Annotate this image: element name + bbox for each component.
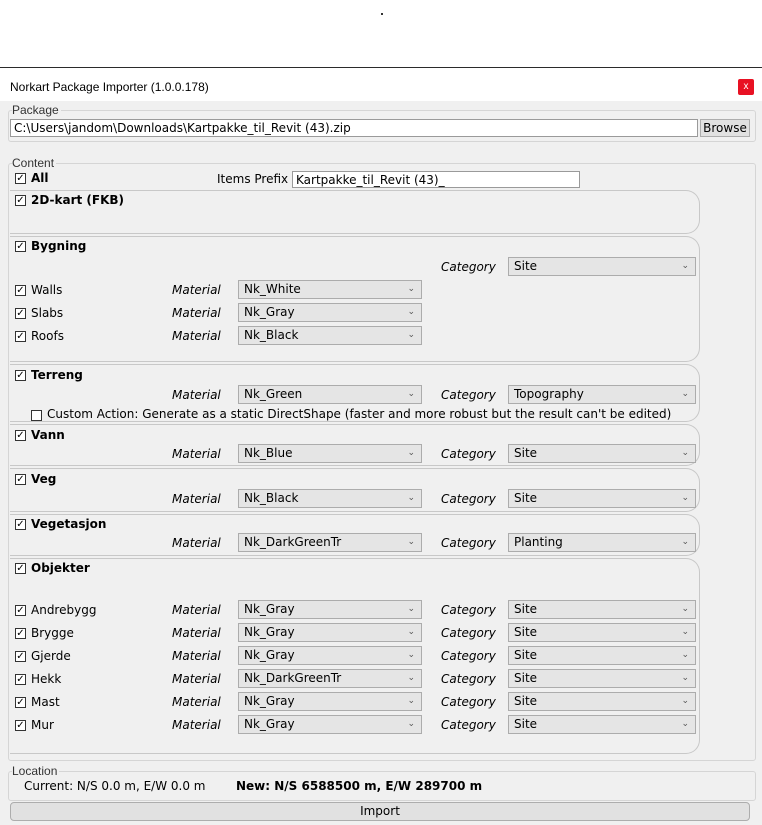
package-path-input[interactable]: C:\Users\jandom\Downloads\Kartpakke_til_Revit (43).zip xyxy=(10,119,698,137)
vegetasjon-material-select[interactable] xyxy=(238,533,422,552)
vann-category-label: Category xyxy=(441,447,496,461)
bygning-category-select[interactable] xyxy=(508,257,696,276)
gjerde-material-select[interactable] xyxy=(238,646,422,665)
vann-material-select[interactable] xyxy=(238,444,422,463)
chevron-down-icon: ⌄ xyxy=(407,493,415,503)
slabs-label: Slabs xyxy=(31,306,64,320)
chevron-down-icon: ⌄ xyxy=(407,330,415,340)
custom-action-label: Custom Action: Generate as a static DirectShape (faster and more robust but the result can't be edited) xyxy=(47,407,672,421)
close-button[interactable]: x xyxy=(738,79,754,95)
gjerde-label: Gjerde xyxy=(31,649,71,663)
terreng-category-value: Topography xyxy=(514,387,584,401)
new-location: New: N/S 6588500 m, E/W 289700 m xyxy=(236,779,483,793)
terreng-label: Terreng xyxy=(31,368,83,382)
chevron-down-icon: ⌄ xyxy=(407,284,415,294)
hekk-material-select[interactable] xyxy=(238,669,422,688)
hekk-label: Hekk xyxy=(31,672,62,686)
vegetasjon-category-select[interactable] xyxy=(508,533,696,552)
vegetasjon-material-value: Nk_DarkGreenTr xyxy=(244,535,342,549)
andrebygg-material-label: Material xyxy=(172,603,221,617)
vegetasjon-category-label: Category xyxy=(441,536,496,550)
slabs-material-value: Nk_Gray xyxy=(244,305,295,319)
items-prefix-input[interactable]: Kartpakke_til_Revit (43)_ xyxy=(292,171,580,188)
hekk-category-value: Site xyxy=(514,671,538,685)
slabs-material-select[interactable] xyxy=(238,303,422,322)
objekter-checkbox[interactable]: ✓ xyxy=(16,563,25,574)
terreng-category-select[interactable] xyxy=(508,385,696,404)
veg-material-select[interactable] xyxy=(238,489,422,508)
hekk-category-select[interactable] xyxy=(508,669,696,688)
mur-label: Mur xyxy=(31,718,54,732)
terreng-material-label: Material xyxy=(172,388,221,402)
slabs-material-label: Material xyxy=(172,306,221,320)
gjerde-checkbox[interactable]: ✓ xyxy=(16,651,25,662)
walls-material-select[interactable] xyxy=(238,280,422,299)
mur-material-select[interactable] xyxy=(238,715,422,734)
brygge-material-select[interactable] xyxy=(238,623,422,642)
items-prefix-label: Items Prefix xyxy=(217,172,289,186)
all-label: All xyxy=(31,171,49,185)
walls-material-label: Material xyxy=(172,283,221,297)
custom-action-checkbox[interactable] xyxy=(31,410,42,421)
mast-category-select[interactable] xyxy=(508,692,696,711)
vegetasjon-label: Vegetasjon xyxy=(31,517,107,531)
bygning-label: Bygning xyxy=(31,239,87,253)
veg-material-label: Material xyxy=(172,492,221,506)
gjerde-category-value: Site xyxy=(514,648,538,662)
veg-category-value: Site xyxy=(514,491,538,505)
roofs-material-select[interactable] xyxy=(238,326,422,345)
mast-material-label: Material xyxy=(172,695,221,709)
mur-category-select[interactable] xyxy=(508,715,696,734)
roofs-material-label: Material xyxy=(172,329,221,343)
walls-label: Walls xyxy=(31,283,63,297)
stray-pixel xyxy=(381,13,383,15)
importer-window xyxy=(0,67,762,825)
andrebygg-label: Andrebygg xyxy=(31,603,97,617)
brygge-category-select[interactable] xyxy=(508,623,696,642)
andrebygg-category-value: Site xyxy=(514,602,538,616)
andrebygg-category-select[interactable] xyxy=(508,600,696,619)
chevron-down-icon: ⌄ xyxy=(681,696,689,706)
chevron-down-icon: ⌄ xyxy=(681,627,689,637)
vann-category-value: Site xyxy=(514,446,538,460)
title-bar xyxy=(0,68,762,101)
bygning-category-label: Category xyxy=(441,260,496,274)
slabs-checkbox[interactable]: ✓ xyxy=(16,308,25,319)
all-checkbox[interactable]: ✓ xyxy=(16,173,25,184)
import-button[interactable]: Import xyxy=(10,802,750,821)
gjerde-category-select[interactable] xyxy=(508,646,696,665)
terreng-material-value: Nk_Green xyxy=(244,387,303,401)
package-group-label: Package xyxy=(12,103,59,117)
mur-material-label: Material xyxy=(172,718,221,732)
hekk-material-label: Material xyxy=(172,672,221,686)
mast-material-value: Nk_Gray xyxy=(244,694,295,708)
chevron-down-icon: ⌄ xyxy=(407,448,415,458)
walls-material-value: Nk_White xyxy=(244,282,301,296)
vann-material-value: Nk_Blue xyxy=(244,446,293,460)
mast-checkbox[interactable]: ✓ xyxy=(16,697,25,708)
terreng-checkbox[interactable]: ✓ xyxy=(16,370,25,381)
mur-material-value: Nk_Gray xyxy=(244,717,295,731)
roofs-label: Roofs xyxy=(31,329,64,343)
vegetasjon-checkbox[interactable]: ✓ xyxy=(16,519,25,530)
chevron-down-icon: ⌄ xyxy=(407,719,415,729)
veg-category-select[interactable] xyxy=(508,489,696,508)
chevron-down-icon: ⌄ xyxy=(681,673,689,683)
veg-category-label: Category xyxy=(441,492,496,506)
walls-checkbox[interactable]: ✓ xyxy=(16,285,25,296)
chevron-down-icon: ⌄ xyxy=(407,673,415,683)
current-location: Current: N/S 0.0 m, E/W 0.0 m xyxy=(24,779,206,793)
gjerde-material-label: Material xyxy=(172,649,221,663)
mur-checkbox[interactable]: ✓ xyxy=(16,720,25,731)
vegetasjon-material-label: Material xyxy=(172,536,221,550)
andrebygg-category-label: Category xyxy=(441,603,496,617)
roofs-checkbox[interactable]: ✓ xyxy=(16,331,25,342)
andrebygg-checkbox[interactable]: ✓ xyxy=(16,605,25,616)
brygge-category-value: Site xyxy=(514,625,538,639)
vann-label: Vann xyxy=(31,428,65,442)
chevron-down-icon: ⌄ xyxy=(407,627,415,637)
2d-kart-checkbox[interactable]: ✓ xyxy=(16,195,25,206)
gjerde-material-value: Nk_Gray xyxy=(244,648,295,662)
veg-label: Veg xyxy=(31,472,57,486)
bygning-checkbox[interactable]: ✓ xyxy=(16,241,25,252)
content-group-label: Content xyxy=(12,156,55,170)
2d-kart-label: 2D-kart (FKB) xyxy=(31,193,125,207)
roofs-material-value: Nk_Black xyxy=(244,328,299,342)
chevron-down-icon: ⌄ xyxy=(681,389,689,399)
chevron-down-icon: ⌄ xyxy=(407,696,415,706)
hekk-checkbox[interactable]: ✓ xyxy=(16,674,25,685)
chevron-down-icon: ⌄ xyxy=(681,493,689,503)
brygge-material-value: Nk_Gray xyxy=(244,625,295,639)
location-group-label: Location xyxy=(12,764,58,778)
window-title: Norkart Package Importer (1.0.0.178) xyxy=(10,80,209,94)
brygge-category-label: Category xyxy=(441,626,496,640)
andrebygg-material-value: Nk_Gray xyxy=(244,602,295,616)
chevron-down-icon: ⌄ xyxy=(407,537,415,547)
hekk-material-value: Nk_DarkGreenTr xyxy=(244,671,342,685)
bygning-category-value: Site xyxy=(514,259,538,273)
andrebygg-material-select[interactable] xyxy=(238,600,422,619)
mast-label: Mast xyxy=(31,695,60,709)
vann-checkbox[interactable]: ✓ xyxy=(16,430,25,441)
mast-category-value: Site xyxy=(514,694,538,708)
veg-material-value: Nk_Black xyxy=(244,491,299,505)
mast-material-select[interactable] xyxy=(238,692,422,711)
terreng-category-label: Category xyxy=(441,388,496,402)
mur-category-label: Category xyxy=(441,718,496,732)
chevron-down-icon: ⌄ xyxy=(681,448,689,458)
hekk-category-label: Category xyxy=(441,672,496,686)
objekter-label: Objekter xyxy=(31,561,90,575)
chevron-down-icon: ⌄ xyxy=(407,604,415,614)
mast-category-label: Category xyxy=(441,695,496,709)
vann-category-select[interactable] xyxy=(508,444,696,463)
chevron-down-icon: ⌄ xyxy=(681,650,689,660)
chevron-down-icon: ⌄ xyxy=(681,261,689,271)
gjerde-category-label: Category xyxy=(441,649,496,663)
browse-button[interactable]: Browse xyxy=(700,119,750,137)
brygge-checkbox[interactable]: ✓ xyxy=(16,628,25,639)
terreng-material-select[interactable] xyxy=(238,385,422,404)
chevron-down-icon: ⌄ xyxy=(681,537,689,547)
vegetasjon-category-value: Planting xyxy=(514,535,563,549)
chevron-down-icon: ⌄ xyxy=(407,307,415,317)
chevron-down-icon: ⌄ xyxy=(681,719,689,729)
chevron-down-icon: ⌄ xyxy=(681,604,689,614)
chevron-down-icon: ⌄ xyxy=(407,389,415,399)
veg-checkbox[interactable]: ✓ xyxy=(16,474,25,485)
brygge-material-label: Material xyxy=(172,626,221,640)
brygge-label: Brygge xyxy=(31,626,74,640)
vann-material-label: Material xyxy=(172,447,221,461)
mur-category-value: Site xyxy=(514,717,538,731)
chevron-down-icon: ⌄ xyxy=(407,650,415,660)
